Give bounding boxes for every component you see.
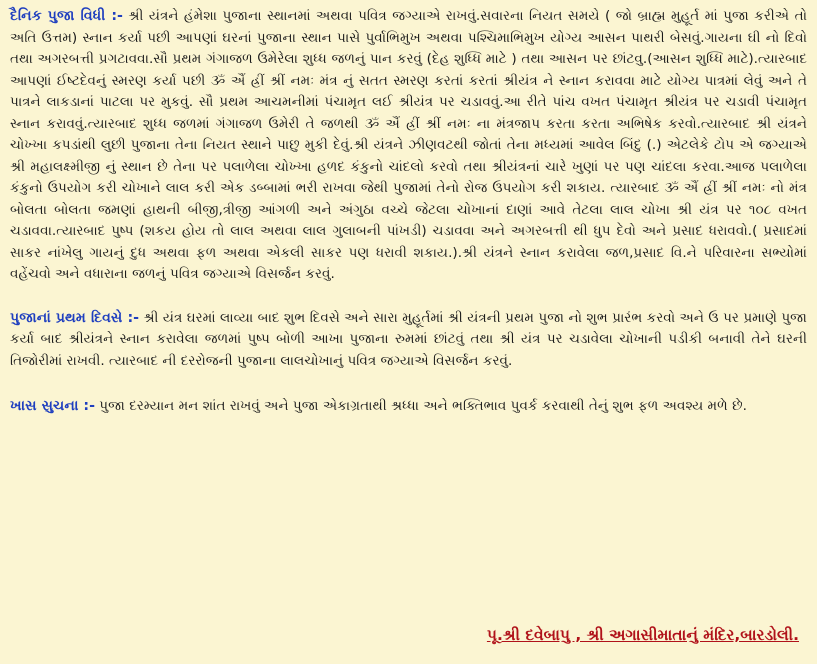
signature: પૂ.શ્રી દવેબાપુ , શ્રી અગાસીમાતાનું મંદિર,બારડોલી. (486, 626, 799, 644)
daily-puja-paragraph (10, 6, 807, 286)
special-note-heading: ખાસ સુચના :- (10, 398, 95, 414)
first-day-text: શ્રી યંત્ર ઘરમાં લાવ્યા બાદ શુભ દિવસે અને સારા મુહૂર્તમાં શ્રી યંત્રની પ્રથમ પુજા નો શુભ પ્રારંભ કરવો અને ઉ પર પ્રમાણે પુજા કર્યા બાદ શ્રીયંત્રને સ્નાન કરાવેલા જળમાં પુષ્પ બોળી આખા પુજાના રુમમાં છાંટવું તથા શ્રી યંત્ર પર ચડાવેલા ચોખાની પડીકી બનાવી તેને ઘરની તિજોરીમાં રાખવી. ત્યારબાદ ની દરરોજની પુજાના લાલચોખાનું પવિત્ર જગ્યાએ વિસર્જન કરવું. (10, 309, 807, 369)
daily-puja-text: શ્રી યંત્રને હંમેશા પુજાના સ્થાનમાં અથવા પવિત્ર જગ્યાએ રાખવું.સવારના નિયત સમયે ( જો બ્રાહ્મ મુહૂર્ત માં પુજા કરીએ તો અતિ ઉત્તમ) સ્નાન કર્યા પછી આપણાં ઘરનાં પુજાના સ્થાન પાસે પુર્વાભિમુખ અથવા પશ્ચિમાભિમુખ યોગ્ય આસન પાથરી બેસવું.ગાયના ઘી નો દિવો તથા અગરબત્તી પ્રગટાવવા.સૌ પ્રથમ ગંગાજળ ઉમેરેલા શુધ્ધ જળનું પાન કરવું (દેહ શુધ્ધિ માટે ) તથા આસન પર છાંટવુ.(આસન શુધ્ધિ માટે).ત્યારબાદ આપણાં ઈષ્ટદેવનું સ્મરણ કર્યા પછી ૐ ઐં હ્રીં શ્રીં નમઃ મંત્ર નું સતત સ્મરણ કરતાં કરતાં શ્રીયંત્ર ને સ્નાન કરાવવા માટે યોગ્ય પાત્રમાં લેવું અને તે પાત્રને લાકડાનાં પાટલા પર મુકવું. સૌ પ્રથમ આચમનીમાં પંચામૃત લઈ શ્રીયંત્ર પર ચડાવવું.આ રીતે પાંચ વખત પંચામૃત શ્રીયંત્ર પર ચડાવી પંચામૃત સ્નાન કરાવવું.ત્યારબાદ શુધ્ધ જળમાં ગંગાજળ ઉમેરી તે જળથી ૐ ઐં હ્રીં શ્રીં નમઃ ના મંત્રજાપ કરતા કરતા અભિષેક કરવો.ત્યારબાદ શ્રી યંત્રને ચોખ્ખા કપડાંથી લુછી પુજાના તેના નિયત સ્થાને પાછુ મુકી દેવું.શ્રી યંત્રને ઝીણવટથી જોતાં તેના મધ્યમાં આવેલ બિંદુ (.) એટલેકે ટોપ એ જગ્યાએ શ્રી મહાલક્ષ્મીજી નું સ્થાન છે તેના પર પલાળેલા ચોખ્ખા હળદ કંકુનો ચાંદલો કરવો તથા શ્રીયંત્રનાં ચારે ખુણાં પર પણ ચાંદલા કરવા.આજ પલાળેલા કંકુનો ઉપયોગ કરી ચોખાને લાલ કરી એક ડબ્બામાં ભરી રાખવા જેથી પુજામાં તેનો રોજ ઉપયોગ કરી શકાય. ત્યારબાદ ૐ ઐં હ્રીં શ્રીં નમઃ નો મંત્ર બોલતા બોલતા જમણાં હાથની બીજી,ત્રીજી આંગળી અને અંગુઠા વચ્ચે જેટલા ચોખાનાં દાણાં આવે તેટલા લાલ ચોખા શ્રી યંત્ર પર ૧૦૮ વખત ચડાવવા.ત્યારબાદ પુષ્પ (શકય હોય તો લાલ અથવા લાલ ગુલાબની પાંખડી) ચડાવવા અને અગરબત્તી થી ધુપ દેવો અને પ્રસાદ ધરાવવો.( પ્રસાદમાં સાકર નાંખેલુ ગાયનું દુધ અથવા ફળ અથવા એકલી સાકર પણ ધરાવી શકાય.).શ્રી યંત્રને સ્નાન કરાવેલા જળ,પ્રસાદ વિ.ને પરિવારના સભ્યોમાં વહેંચવો અને વધારાના જળનું પવિત્ર જગ્યાએ વિસર્જન કરવું. (10, 8, 808, 282)
special-note-text: પુજા દરમ્યાન મન શાંત રાખવું અને પુજા એકાગ્રતાથી શ્રધ્ધા અને ભક્તિભાવ પુવર્ક કરવાથી તેનું શુભ ફળ અવશ્ય મળે છે. (99, 398, 747, 414)
first-day-paragraph (10, 308, 807, 373)
first-day-heading: પુજાનાં પ્રથમ દિવસે :- (10, 309, 140, 326)
special-note-paragraph (10, 396, 807, 418)
daily-puja-heading: દૈનિક પુજા વિધી :- (10, 8, 123, 24)
